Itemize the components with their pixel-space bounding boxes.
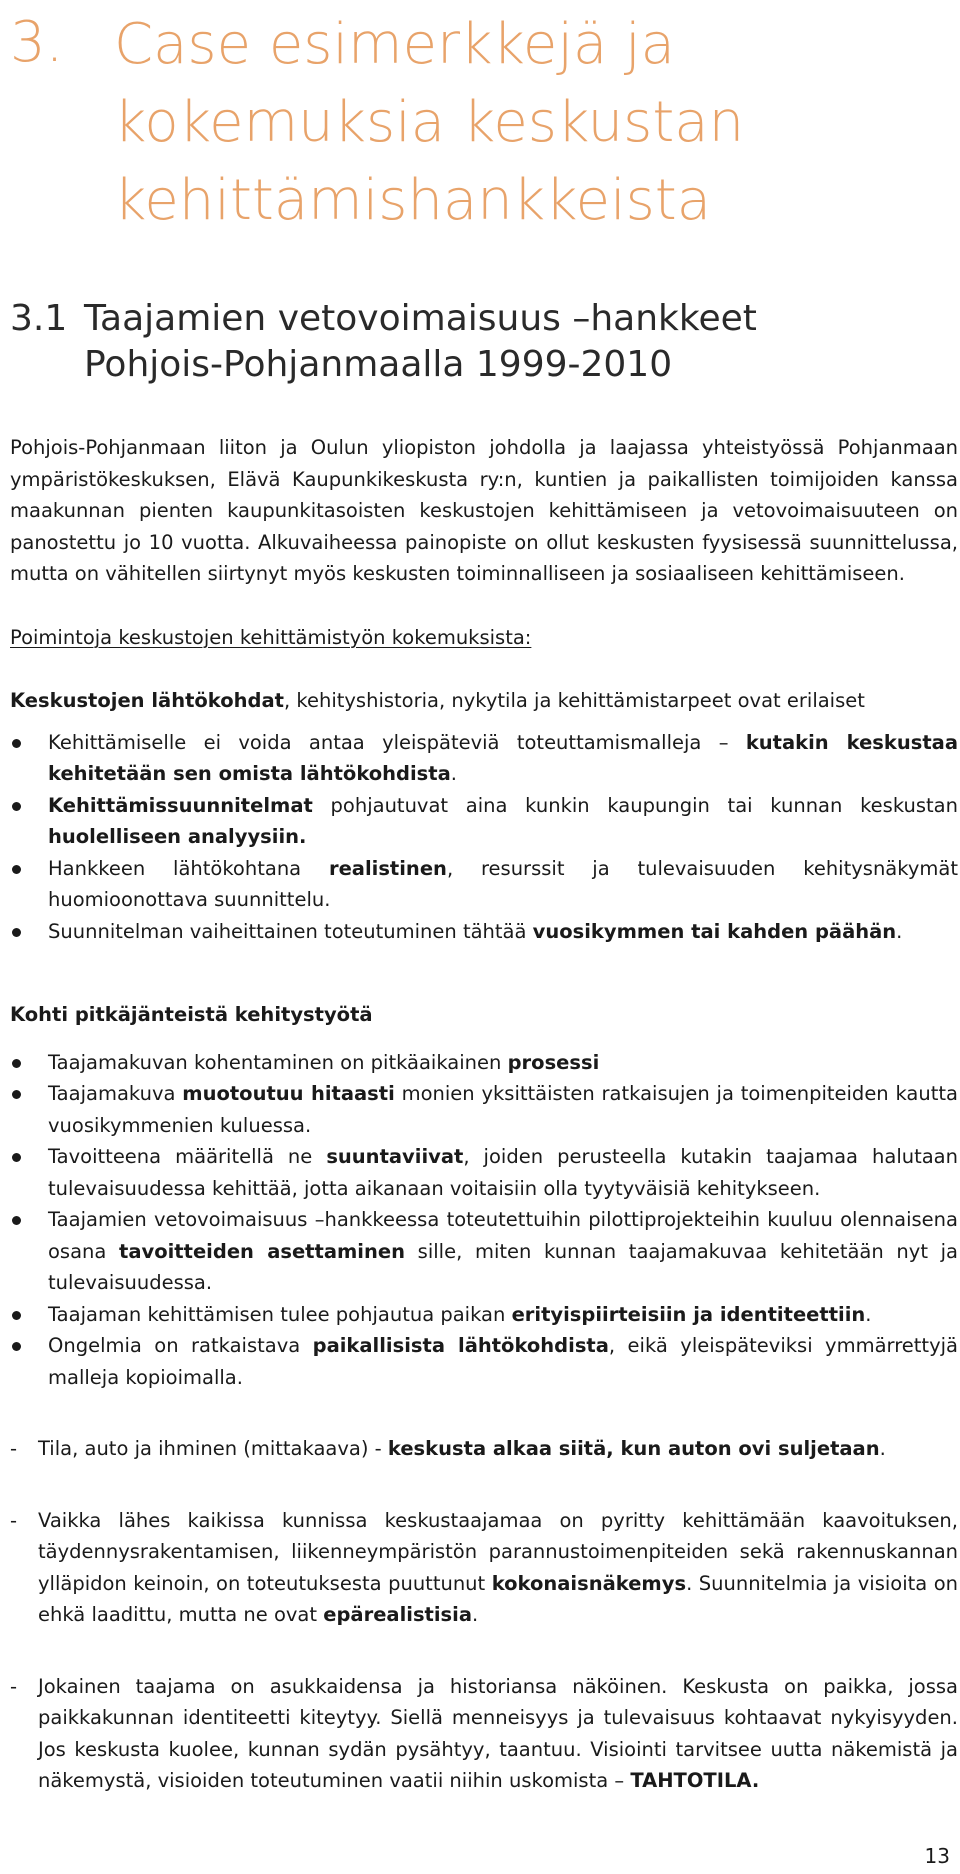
dash-item: - Jokainen taajama on asukkaidensa ja historiansa näköinen. Keskusta on paikka, jossa paikkakunnan identiteetti kiteytyy. Siellä menneisyys ja tulevaisuus kohtaavat nykyisyyden. Jos keskusta kuolee, kunnan sydän pysähtyy, taantuu. Visiointi tarvitsee uutta näkemistä ja näkemystä, visioiden toteutuminen vaatii niihin uskomista – TAHTOTILA. — [10, 1671, 958, 1797]
dash-item: - Tila, auto ja ihminen (mittakaava) - keskusta alkaa siitä, kun auton ovi suljetaan. — [10, 1433, 958, 1465]
list-item: Ongelmia on ratkaistava paikallisista lähtökohdista, eikä yleispäteviksi ymmärrettyjä malleja kopioimalla. — [10, 1330, 958, 1393]
chapter-title-line: Case esimerkkejä ja — [114, 12, 675, 77]
list-item: Taajamien vetovoimaisuus –hankkeessa toteutettuihin pilottiprojekteihin kuuluu olennaisena osana tavoitteiden asettaminen sille, miten kunnan taajamakuvaa kehitetään nyt ja tulevaisuudessa. — [10, 1204, 958, 1299]
list-item: Taajaman kehittämisen tulee pohjautua paikan erityispiirteisiin ja identiteettiin. — [10, 1299, 958, 1331]
dash-mark: - — [10, 1437, 18, 1460]
long-term-heading: Kohti pitkäjänteistä kehitystyötä — [10, 1003, 373, 1026]
list-item: Suunnitelman vaiheittainen toteutuminen tähtää vuosikymmen tai kahden päähän. — [10, 916, 958, 948]
list-item: Taajamakuvan kohentaminen on pitkäaikainen prosessi — [10, 1047, 958, 1079]
dash-mark: - — [10, 1674, 18, 1698]
list-item: Kehittämissuunnitelmat pohjautuvat aina kunkin kaupungin tai kunnan keskustan huolelliseen analyysiin. — [10, 790, 958, 853]
page-number: 13 — [924, 1844, 950, 1868]
excerpts-heading: Poimintoja keskustojen kehittämistyön kokemuksista: — [10, 625, 532, 649]
chapter-title-line: kokemuksia keskustan — [114, 90, 745, 155]
section-title-line: Pohjois-Pohjanmaalla 1999-2010 — [84, 344, 673, 385]
section-title-line: Taajamien vetovoimaisuus –hankkeet — [84, 298, 757, 339]
chapter-title-line: kehittämishankkeista — [114, 168, 712, 233]
long-term-list — [10, 1047, 958, 1394]
list-item: Kehittämiselle ei voida antaa yleispäteviä toteuttamismalleja – kutakin keskustaa kehitetään sen omista lähtökohdista. — [10, 727, 958, 790]
intro-paragraph: Pohjois-Pohjanmaan liiton ja Oulun yliopiston johdolla ja laajassa yhteistyössä Pohjanmaan ympäristökeskuksen, Elävä Kaupunkikeskusta ry:n, kuntien ja paikallisten toimijoiden kanssa maakunnan pienten kaupunkitasoisten keskustojen kehittämiseen ja vetovoimaisuuteen on panostettu jo 10 vuotta. Alkuvaiheessa painopiste on ollut keskusten fyysisessä suunnittelussa, mutta on vähitellen siirtynyt myös keskusten toiminnalliseen ja sosiaaliseen kehittämiseen. — [10, 436, 958, 585]
chapter-title — [114, 6, 934, 240]
dash-item: - Vaikka lähes kaikissa kunnissa keskustaajamaa on pyritty kehittämään kaavoituksen, täydennysrakentamisen, liikenneympäristön parannustoimenpiteiden sekä rakennuskannan ylläpidon keinoin, on toteutuksesta puuttunut kokonaisnäkemys. Suunnitelmia ja visioita on ehkä laadittu, mutta ne ovat epärealistisia. — [10, 1505, 958, 1631]
section-title — [84, 296, 944, 388]
list-item: Tavoitteena määritellä ne suuntaviivat, joiden perusteella kutakin taajamaa halutaan tulevaisuudessa kehittää, jotta aikanaan voitaisiin olla tyytyväisiä kehitykseen. — [10, 1141, 958, 1204]
list-item: Hankkeen lähtökohtana realistinen, resurssit ja tulevaisuuden kehitysnäkymät huomioonottava suunnittelu. — [10, 853, 958, 916]
chapter-number: 3. — [10, 10, 64, 75]
starting-points-list — [10, 727, 958, 948]
list-item: Taajamakuva muotoutuu hitaasti monien yksittäisten ratkaisujen ja toimenpiteiden kautta vuosikymmenien kuluessa. — [10, 1078, 958, 1141]
body-content — [10, 432, 958, 1797]
starting-points-lead: Keskustojen lähtökohdat, kehityshistoria, nykytila ja kehittämistarpeet ovat erilaiset — [10, 689, 865, 712]
dash-mark: - — [10, 1508, 18, 1532]
section-number: 3.1 — [10, 298, 68, 339]
